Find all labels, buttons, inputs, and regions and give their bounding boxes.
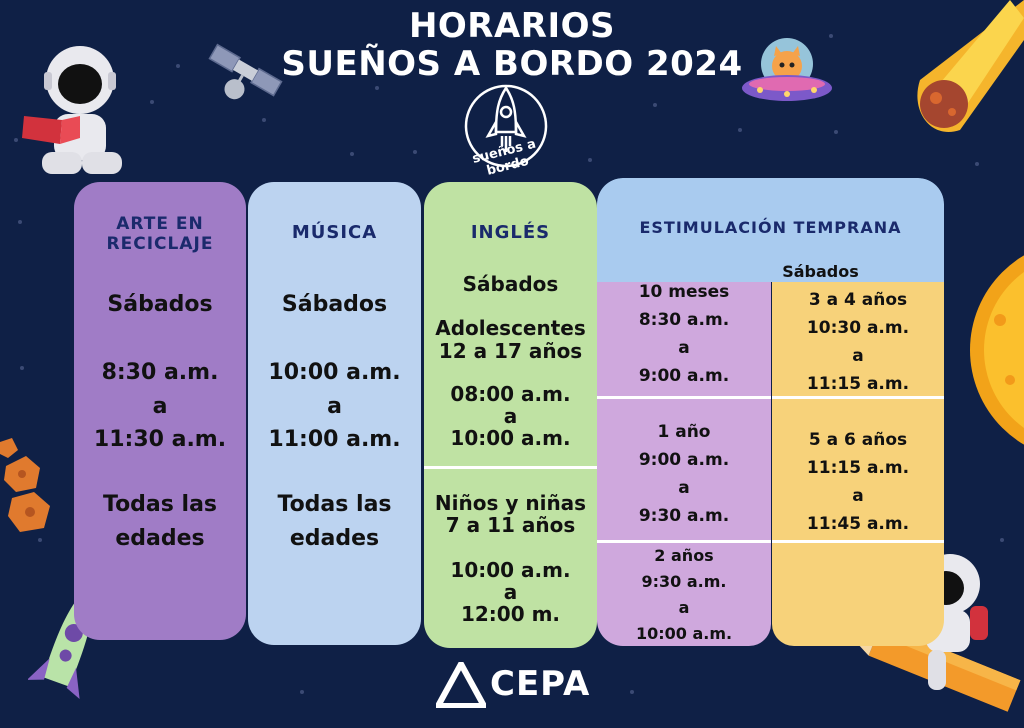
ingles-group2-line-2: 7 a 11 años bbox=[445, 513, 576, 537]
ingles-group2-line-1: Niños y niñas bbox=[434, 491, 587, 515]
ingles-group1-sep: a bbox=[503, 404, 518, 428]
left-slot-2-age: 1 año bbox=[657, 422, 711, 442]
left-slot-1-age: 10 meses bbox=[638, 282, 730, 302]
arte-day: Sábados bbox=[107, 292, 213, 317]
musica-ages-line-1: Todas las bbox=[277, 492, 392, 517]
ingles-group2-sep: a bbox=[503, 580, 518, 604]
arte-header-line-1: ARTE EN bbox=[116, 214, 204, 234]
brand-name: CEPA bbox=[490, 664, 591, 704]
title-line-2: SUEÑOS A BORDO 2024 bbox=[281, 44, 743, 84]
right-slot-1-end: 11:15 a.m. bbox=[806, 374, 910, 394]
right-slot-2-sep: a bbox=[852, 486, 864, 506]
right-slot-1-sep: a bbox=[852, 346, 864, 366]
left-slot-1-end: 9:00 a.m. bbox=[638, 366, 730, 386]
column-musica bbox=[248, 182, 421, 645]
ingles-group1-start: 08:00 a.m. bbox=[450, 382, 571, 406]
ufo-cat-icon bbox=[740, 34, 835, 112]
arte-ages-line-1: Todas las bbox=[102, 492, 218, 517]
ingles-divider bbox=[424, 466, 597, 469]
left-slot-1-sep: a bbox=[678, 338, 690, 358]
ingles-group1-line-2: 12 a 17 años bbox=[438, 339, 583, 363]
satellite-icon bbox=[200, 26, 290, 116]
left-slot-3-start: 9:30 a.m. bbox=[641, 572, 727, 591]
musica-header: MÚSICA bbox=[291, 222, 378, 243]
asteroid-icon bbox=[0, 436, 64, 536]
arte-time-start: 8:30 a.m. bbox=[101, 360, 219, 385]
left-slot-2-sep: a bbox=[678, 478, 690, 498]
estimulacion-right-panel bbox=[772, 282, 944, 646]
left-slot-2-end: 9:30 a.m. bbox=[638, 506, 730, 526]
comet-icon bbox=[900, 0, 1024, 140]
estimulacion-header: ESTIMULACIÓN TEMPRANA bbox=[639, 218, 902, 237]
musica-time-sep: a bbox=[327, 394, 342, 419]
ingles-group1-end: 10:00 a.m. bbox=[450, 426, 571, 450]
right-slot-1-start: 10:30 a.m. bbox=[806, 318, 910, 338]
column-estimulacion-temprana bbox=[597, 178, 944, 646]
musica-ages-line-2: edades bbox=[289, 526, 380, 551]
cepa-logo-icon bbox=[436, 662, 486, 708]
ingles-day: Sábados bbox=[462, 272, 559, 296]
right-divider-1 bbox=[772, 396, 944, 399]
ingles-group2-start: 10:00 a.m. bbox=[450, 558, 571, 582]
musica-day: Sábados bbox=[281, 292, 388, 317]
left-slot-3-end: 10:00 a.m. bbox=[635, 624, 733, 643]
right-slot-2-end: 11:45 a.m. bbox=[806, 514, 910, 534]
arte-ages-line-2: edades bbox=[115, 526, 205, 551]
estimulacion-left-panel bbox=[597, 282, 771, 646]
arte-time-end: 11:30 a.m. bbox=[93, 427, 227, 452]
left-slot-3-sep: a bbox=[678, 598, 690, 617]
left-slot-2-start: 9:00 a.m. bbox=[638, 450, 730, 470]
estimulacion-day: Sábados bbox=[782, 262, 859, 281]
logo-label: sueños a bordo bbox=[470, 136, 538, 179]
right-divider-2 bbox=[772, 540, 944, 543]
left-divider-2 bbox=[597, 540, 771, 543]
title-line-1: HORARIOS bbox=[408, 6, 616, 46]
left-divider-1 bbox=[597, 396, 771, 399]
column-arte-reciclaje bbox=[74, 182, 246, 640]
ingles-header: INGLÉS bbox=[470, 222, 551, 243]
right-slot-1-age: 3 a 4 años bbox=[808, 290, 908, 310]
ingles-group1-line-1: Adolescentes bbox=[435, 316, 586, 340]
left-slot-1-start: 8:30 a.m. bbox=[638, 310, 730, 330]
column-ingles bbox=[424, 182, 597, 648]
ingles-group2-end: 12:00 m. bbox=[460, 602, 561, 626]
left-slot-3-age: 2 años bbox=[654, 546, 714, 565]
right-slot-2-age: 5 a 6 años bbox=[808, 430, 908, 450]
arte-header-line-2: RECICLAJE bbox=[106, 234, 214, 254]
arte-time-sep: a bbox=[152, 394, 168, 419]
right-slot-2-start: 11:15 a.m. bbox=[806, 458, 910, 478]
sun-icon bbox=[970, 230, 1024, 470]
musica-time-start: 10:00 a.m. bbox=[268, 360, 401, 385]
astronaut-reading-icon bbox=[20, 32, 130, 187]
musica-time-end: 11:00 a.m. bbox=[268, 427, 401, 452]
